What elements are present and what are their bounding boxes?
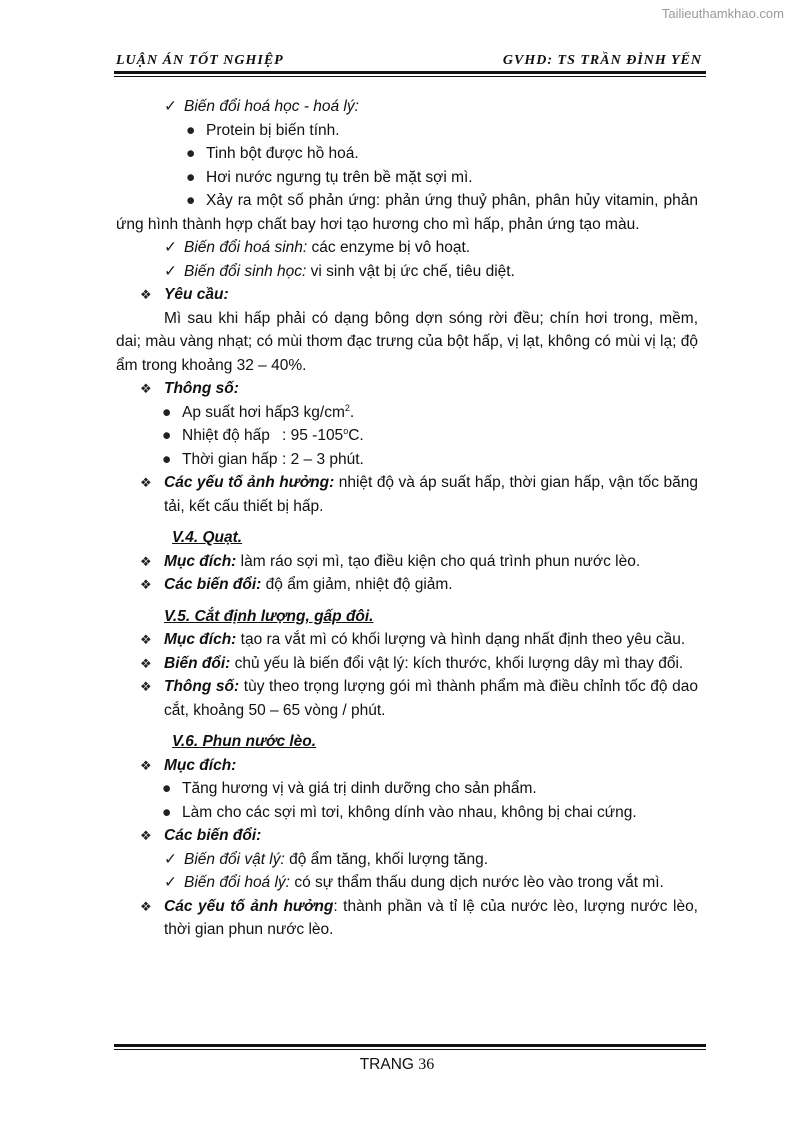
item-text: vi sinh vật bị ức chế, tiêu diệt. [310,262,515,280]
item-title: Mục đích: [164,756,237,774]
bullet-icon: ● [186,192,196,209]
item-title: Các yếu tố ảnh hưởng [164,897,334,915]
diamond-bullet-icon: ❖ [140,655,152,671]
watermark: Tailieuthamkhao.com [661,6,784,21]
param-row [116,424,698,448]
item-text: Tinh bột được hồ hoá. [206,145,359,162]
page-footer [0,1056,794,1074]
item-title: Biến đổi sinh học: [184,262,307,280]
bullet-icon: ● [162,803,172,821]
item-text: chủ yếu là biến đổi vật lý: kích thước, khối lượng dây mì thay đổi. [234,654,684,672]
item-text: : thành phần và tỉ lệ của nước lèo, lượng nước lèo, thời gian phun nước lèo. [164,897,698,938]
checklist-item [116,871,698,895]
checklist-item [116,236,698,260]
param-row [116,401,698,425]
section-heading [116,730,698,754]
bullet-icon: ● [162,780,172,797]
page-number: 36 [418,1056,435,1073]
paragraph: Mì sau khi hấp phải có dạng bông dợn sóng rời đều; chín hơi trong, mềm, dai; màu vàng nhạt; có mùi thơm đạc trưng của bột hấp, vị lạt, không có mùi vị lạ; độ ẩm trong khoảng 32 – 40%. [116,309,698,374]
param-sup: 2 [344,402,350,413]
check-icon: ✓ [164,98,177,115]
item-text: độ ẩm giảm, nhiệt độ giảm. [265,576,453,593]
bullet-item [116,119,698,143]
item-title: Thông số: [164,678,240,695]
item-title: Biến đổi: [164,654,231,672]
item-text: tạo ra vắt mì có khối lượng và hình dạng nhất định theo yêu cầu. [240,631,686,648]
heading-text: V.6. Phun nước lèo. [172,733,317,750]
item-text: Làm cho các sợi mì tơi, không dính vào nhau, không bị chai cứng. [182,803,637,821]
param-label: Thời gian hấp [182,450,278,468]
item-title: Mục đích: [164,552,237,570]
item-text: làm ráo sợi mì, tạo điều kiện cho quá trình phun nước lèo. [240,552,641,570]
footer-rule [114,1044,706,1047]
checklist-item [116,260,698,284]
section-item [116,471,698,518]
param-row [116,448,698,472]
bullet-item [116,777,698,801]
item-title: Các biến đổi: [164,827,262,844]
item-text: Hơi nước ngưng tụ trên bề mặt sợi mì. [206,168,473,186]
diamond-bullet-icon: ❖ [140,898,152,914]
bullet-item [116,189,698,236]
item-title: Thông số: [164,380,239,397]
section-item [116,573,698,597]
bullet-icon: ● [162,427,172,444]
section-item [116,675,698,722]
section-heading [116,605,698,629]
check-icon: ✓ [164,874,177,891]
bullet-icon: ● [186,168,196,186]
param-value: : 95 -105 [282,427,344,444]
footer-label: TRANG [359,1056,414,1073]
param-value: : 3 kg/cm [282,403,345,421]
bullet-item [116,801,698,825]
diamond-bullet-icon: ❖ [140,287,152,302]
bullet-icon: ● [162,403,172,421]
header-rule-thin [114,76,706,77]
bullet-icon: ● [162,450,172,468]
item-title: Các yếu tố ảnh hưởng: [164,474,335,491]
header-advisor: GVHD: TS TRẦN ĐÌNH YẾN [502,53,702,68]
item-title: Biến đổi hoá lý: [184,874,290,891]
bullet-item [116,142,698,166]
param-value: : 2 – 3 phút. [282,450,364,468]
diamond-bullet-icon: ❖ [140,381,152,396]
check-icon: ✓ [164,262,177,280]
diamond-bullet-icon: ❖ [140,577,152,592]
item-text: Protein bị biến tính. [206,121,340,139]
item-title: Biến đổi vật lý: [184,850,285,868]
item-title: Các biến đổi: [164,576,262,593]
header-rule [114,71,706,74]
diamond-bullet-icon: ❖ [140,679,152,694]
check-icon: ✓ [164,850,177,868]
footer-rule-thin [114,1049,706,1050]
item-text: có sự thẩm thấu dung dịch nước lèo vào trong vắt mì. [294,874,664,891]
diamond-bullet-icon: ❖ [140,553,152,569]
section-item [116,550,698,574]
bullet-icon: ● [186,145,196,162]
diamond-bullet-icon: ❖ [140,757,152,773]
item-text: độ ẩm tăng, khối lượng tăng. [289,850,489,868]
item-title: Yêu cầu: [164,286,229,303]
heading-text: V.4. Quạt. [172,529,243,546]
section-item [116,652,698,676]
heading-text: V.5. Cắt định lượng, gấp đôi. [164,607,374,625]
item-title: Mục đích: [164,631,237,648]
item-text: Xảy ra một số phản ứng: phản ứng thuỷ phân, phân hủy vitamin, phản ứng hình thành hợp chất bay hơi tạo hương cho mì hấp, phản ứng tạo màu. [116,192,698,233]
section-item [116,754,698,778]
section-heading [116,526,698,550]
diamond-bullet-icon: ❖ [140,632,152,647]
section-item [116,824,698,848]
item-title: Biến đổi hoá học - hoá lý: [184,98,359,115]
page-body [116,95,698,942]
item-text: tùy theo trọng lượng gói mì thành phẩm mà điều chỉnh tốc độ dao cắt, khoảng 50 – 65 vòng / phút. [164,678,698,719]
diamond-bullet-icon: ❖ [140,475,152,490]
checklist-item [116,95,698,119]
param-sup: o [343,425,349,436]
param-tail: C. [348,427,364,444]
item-text: nhiệt độ và áp suất hấp, thời gian hấp, vận tốc băng tải, kết cấu thiết bị hấp. [164,474,698,515]
check-icon: ✓ [164,239,177,256]
param-tail: . [349,403,355,421]
section-item [116,283,698,307]
param-label: Nhiệt độ hấp [182,427,270,444]
item-title: Biến đổi hoá sinh: [184,239,308,256]
header-title: LUẬN ÁN TỐT NGHIỆP [116,53,284,68]
section-item [116,895,698,942]
param-label: Ap suất hơi hấp [182,403,292,421]
bullet-item [116,166,698,190]
bullet-icon: ● [186,121,196,139]
checklist-item [116,848,698,872]
diamond-bullet-icon: ❖ [140,828,152,843]
item-text: Tăng hương vị và giá trị dinh dưỡng cho sản phẩm. [182,780,537,797]
section-item [116,377,698,401]
section-item [116,628,698,652]
item-text: các enzyme bị vô hoạt. [311,239,471,256]
